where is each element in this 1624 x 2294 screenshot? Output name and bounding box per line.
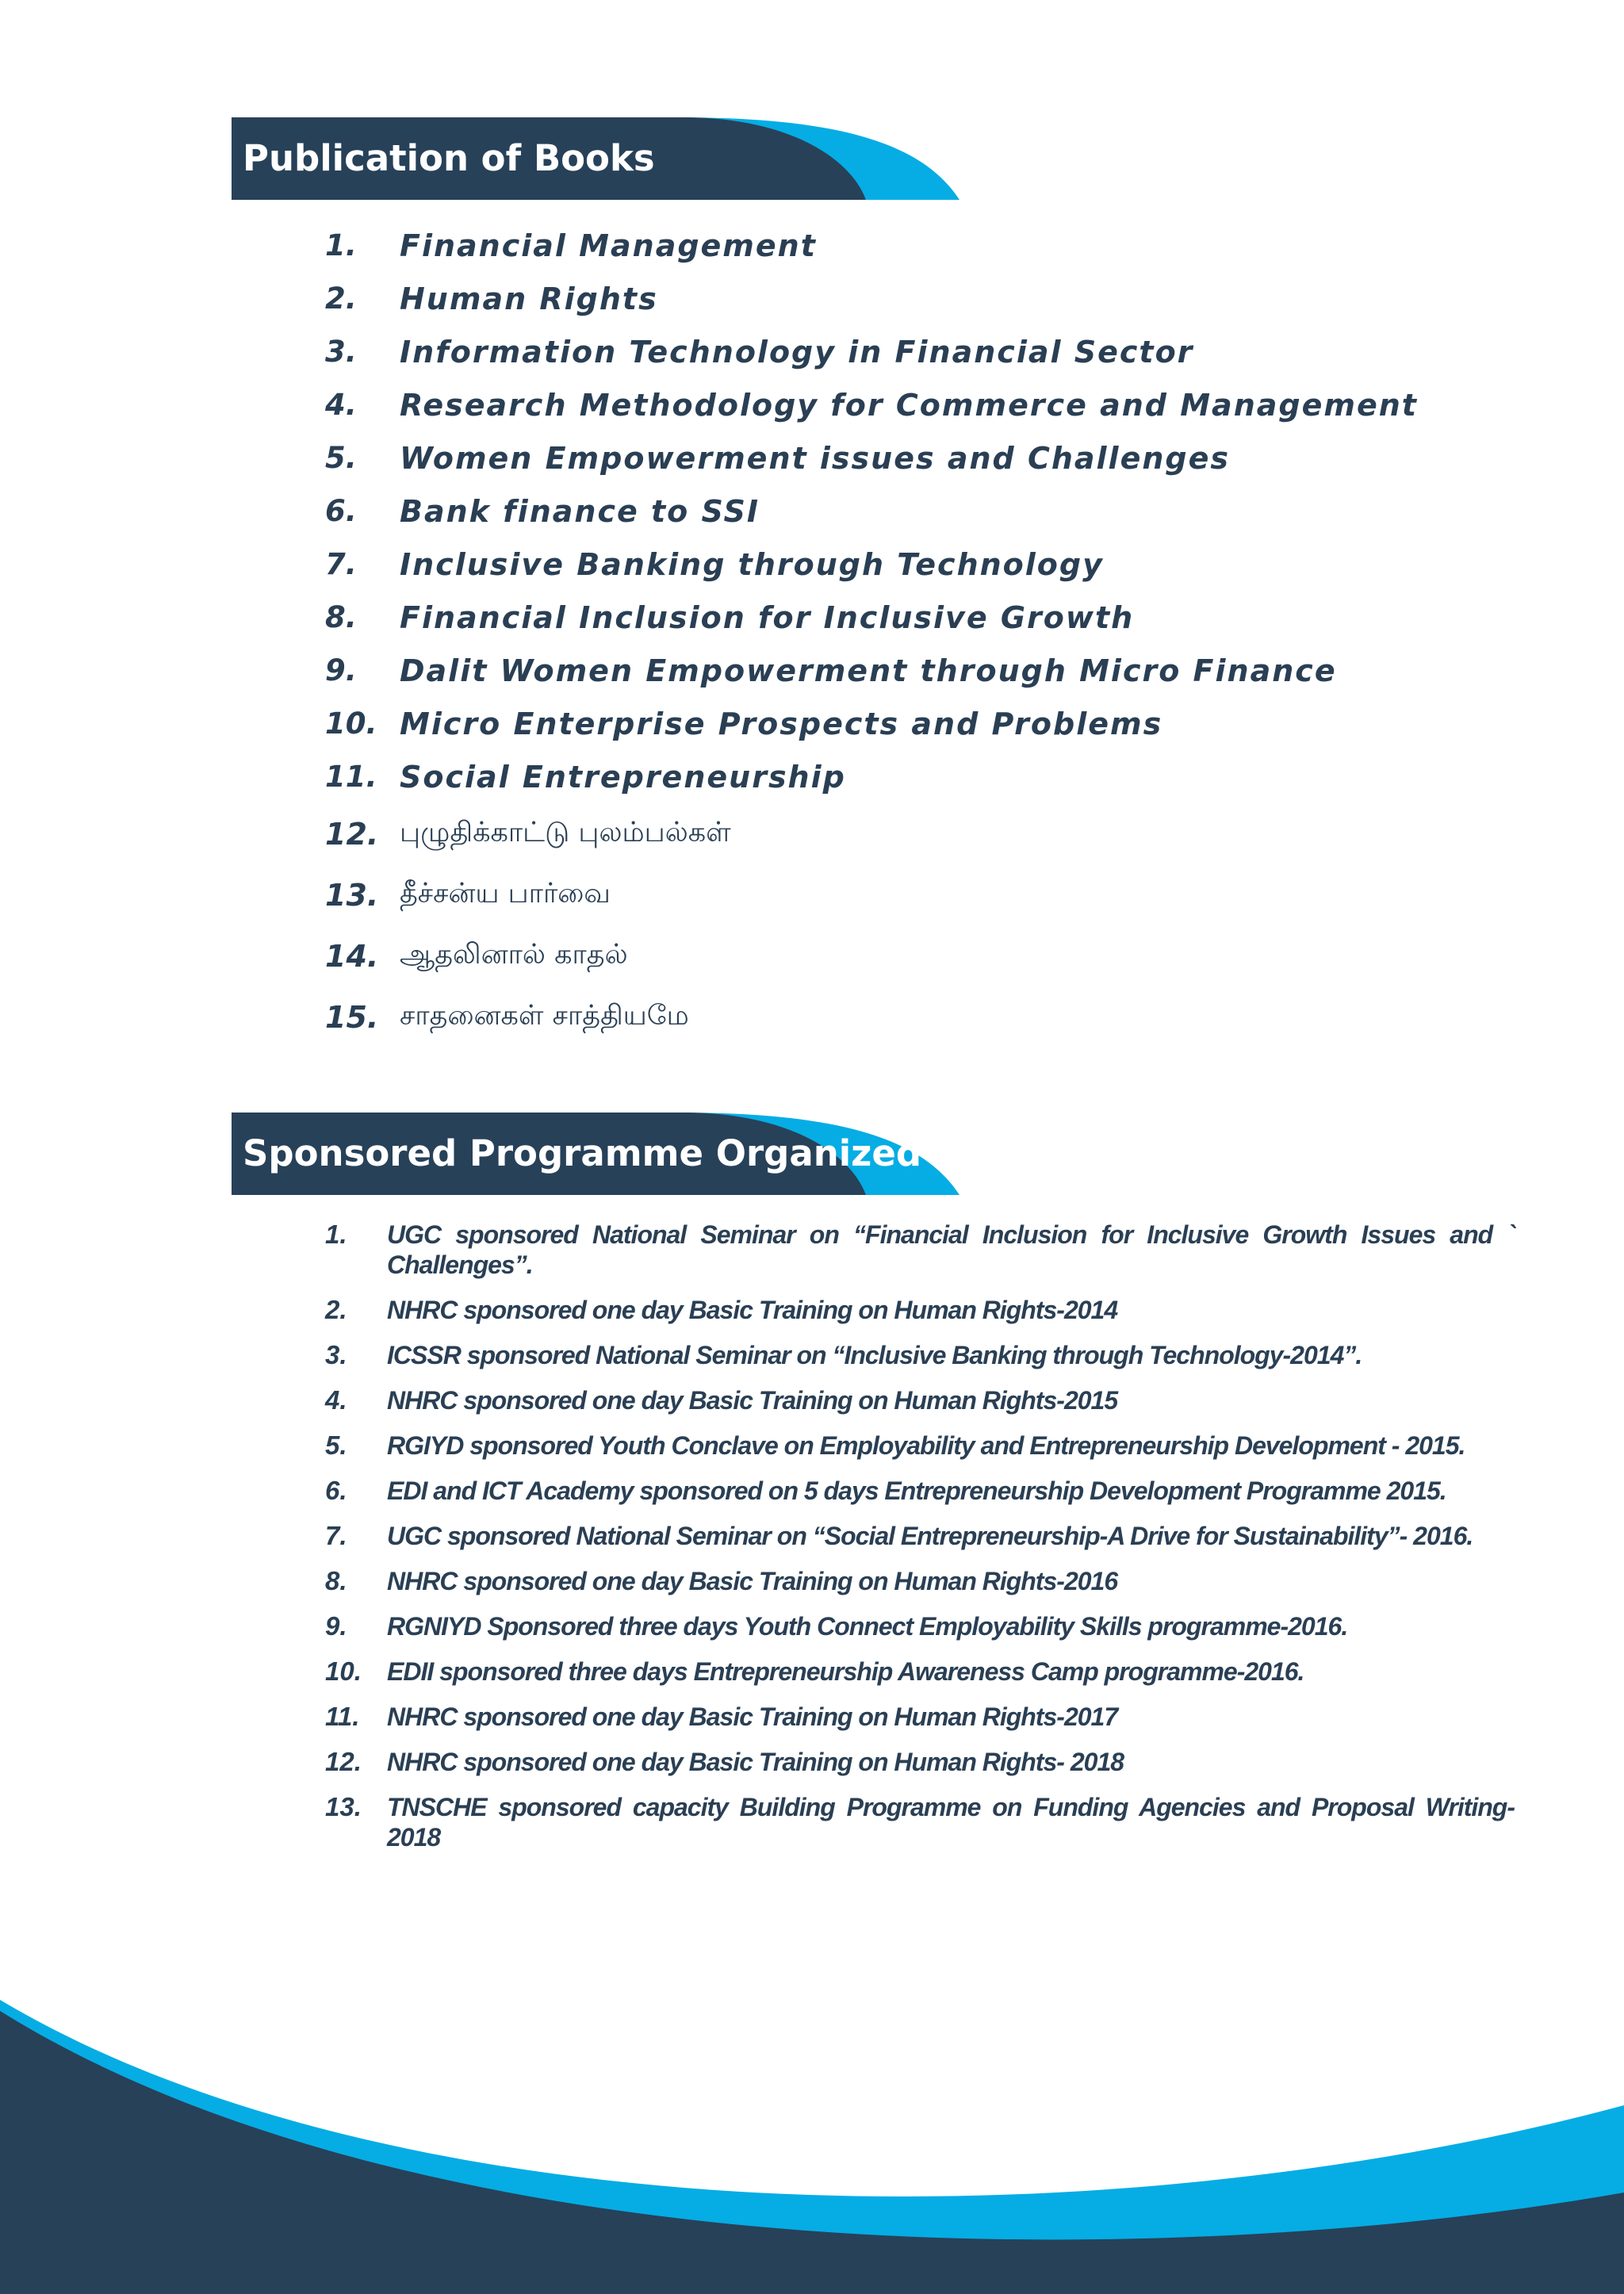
- programme-item: [325, 1747, 1515, 1777]
- book-number: 3.: [325, 335, 357, 369]
- programmes-list: [325, 1220, 1515, 1867]
- book-title: Bank finance to SSI: [400, 493, 760, 529]
- book-title: Dalit Women Empowerment through Micro Finance: [400, 653, 1337, 688]
- programme-text: UGC sponsored National Seminar on “Social Entrepreneurship-A Drive for Sustainability”- 2016.: [387, 1522, 1473, 1550]
- programme-number: 10.: [325, 1656, 362, 1686]
- book-item: [325, 431, 1418, 484]
- books-list: [325, 219, 1418, 1047]
- programme-text: EDII sponsored three days Entrepreneurship Awareness Camp programme-2016.: [387, 1657, 1304, 1686]
- book-item: [325, 986, 1418, 1047]
- book-item: [325, 864, 1418, 925]
- programme-text: RGIYD sponsored Youth Conclave on Employability and Entrepreneurship Development - 2015.: [387, 1431, 1465, 1460]
- programme-item: [325, 1656, 1515, 1687]
- book-title: Inclusive Banking through Technology: [400, 546, 1104, 582]
- programme-item: [325, 1702, 1515, 1732]
- programme-item: [325, 1295, 1515, 1325]
- programme-number: 4.: [325, 1385, 347, 1415]
- programme-item: [325, 1430, 1515, 1461]
- programme-item: [325, 1792, 1515, 1852]
- book-number: 6.: [325, 494, 357, 528]
- book-item: [325, 803, 1418, 864]
- programme-item: [325, 1340, 1515, 1370]
- book-title: Human Rights: [400, 281, 658, 316]
- programme-text: NHRC sponsored one day Basic Training on Human Rights-2017: [387, 1702, 1118, 1731]
- footer-wave-graphic: [0, 1982, 1624, 2294]
- book-title: Information Technology in Financial Sector: [400, 334, 1194, 370]
- programme-text: UGC sponsored National Seminar on “Financial Inclusion for Inclusive Growth Issues and ` Challenges”.: [387, 1220, 1515, 1279]
- book-title: ஆதலினால் காதல்: [400, 938, 628, 971]
- programme-number: 12.: [325, 1747, 362, 1776]
- books-section-banner: [232, 117, 961, 200]
- book-item: [325, 925, 1418, 986]
- programme-number: 13.: [325, 1792, 362, 1821]
- book-title: Social Entrepreneurship: [400, 759, 846, 795]
- programme-text: NHRC sponsored one day Basic Training on Human Rights- 2018: [387, 1748, 1124, 1776]
- book-number: 5.: [325, 441, 357, 475]
- programme-item: [325, 1521, 1515, 1551]
- book-title: புழுதிக்காட்டு புலம்பல்கள்: [400, 816, 731, 848]
- book-title: Research Methodology for Commerce and Management: [400, 387, 1418, 423]
- book-item: [325, 378, 1418, 431]
- programme-item: [325, 1220, 1515, 1280]
- book-number: 15.: [325, 999, 379, 1035]
- book-number: 11.: [325, 760, 377, 794]
- book-item: [325, 644, 1418, 697]
- book-item: [325, 750, 1418, 803]
- book-title: Financial Management: [400, 228, 817, 263]
- book-title: சாதனைகள் சாத்தியமே: [400, 999, 689, 1032]
- programme-number: 3.: [325, 1340, 347, 1369]
- book-item: [325, 538, 1418, 591]
- book-number: 4.: [325, 388, 357, 422]
- programme-text: ICSSR sponsored National Seminar on “Inclusive Banking through Technology-2014”.: [387, 1341, 1362, 1369]
- book-number: 7.: [325, 547, 357, 581]
- programme-number: 2.: [325, 1295, 347, 1324]
- programme-item: [325, 1611, 1515, 1641]
- book-title: Micro Enterprise Prospects and Problems: [400, 706, 1163, 741]
- book-item: [325, 325, 1418, 378]
- book-number: 12.: [325, 816, 379, 852]
- programme-number: 1.: [325, 1220, 347, 1249]
- programme-text: NHRC sponsored one day Basic Training on Human Rights-2015: [387, 1386, 1118, 1415]
- book-number: 2.: [325, 281, 357, 316]
- programme-item: [325, 1476, 1515, 1506]
- programme-text: TNSCHE sponsored capacity Building Programme on Funding Agencies and Proposal Writing- 2018: [387, 1793, 1515, 1852]
- book-number: 1.: [325, 228, 357, 262]
- programme-number: 7.: [325, 1521, 347, 1550]
- programme-text: EDI and ICT Academy sponsored on 5 days Entrepreneurship Development Programme 2015.: [387, 1476, 1446, 1505]
- book-number: 8.: [325, 600, 357, 634]
- book-number: 10.: [325, 707, 377, 741]
- programme-number: 8.: [325, 1566, 347, 1595]
- programme-text: RGNIYD Sponsored three days Youth Connect Employability Skills programme-2016.: [387, 1612, 1348, 1641]
- book-item: [325, 591, 1418, 644]
- programme-number: 9.: [325, 1611, 347, 1641]
- programme-text: NHRC sponsored one day Basic Training on Human Rights-2016: [387, 1567, 1118, 1595]
- programmes-section-banner: [232, 1113, 961, 1195]
- book-number: 9.: [325, 653, 357, 687]
- book-item: [325, 697, 1418, 750]
- book-item: [325, 219, 1418, 272]
- programme-item: [325, 1385, 1515, 1415]
- book-title: தீச்சன்ய பார்வை: [400, 877, 611, 910]
- book-title: Financial Inclusion for Inclusive Growth: [400, 599, 1135, 635]
- book-item: [325, 272, 1418, 325]
- book-title: Women Empowerment issues and Challenges: [400, 440, 1230, 476]
- book-item: [325, 484, 1418, 538]
- book-number: 14.: [325, 938, 379, 974]
- programme-number: 6.: [325, 1476, 347, 1505]
- section-title: Sponsored Programme Organized: [243, 1132, 922, 1174]
- programme-item: [325, 1566, 1515, 1596]
- programme-number: 5.: [325, 1430, 347, 1460]
- section-title: Publication of Books: [243, 137, 655, 179]
- programme-text: NHRC sponsored one day Basic Training on Human Rights-2014: [387, 1296, 1118, 1324]
- book-number: 13.: [325, 877, 379, 913]
- programme-number: 11.: [325, 1702, 360, 1731]
